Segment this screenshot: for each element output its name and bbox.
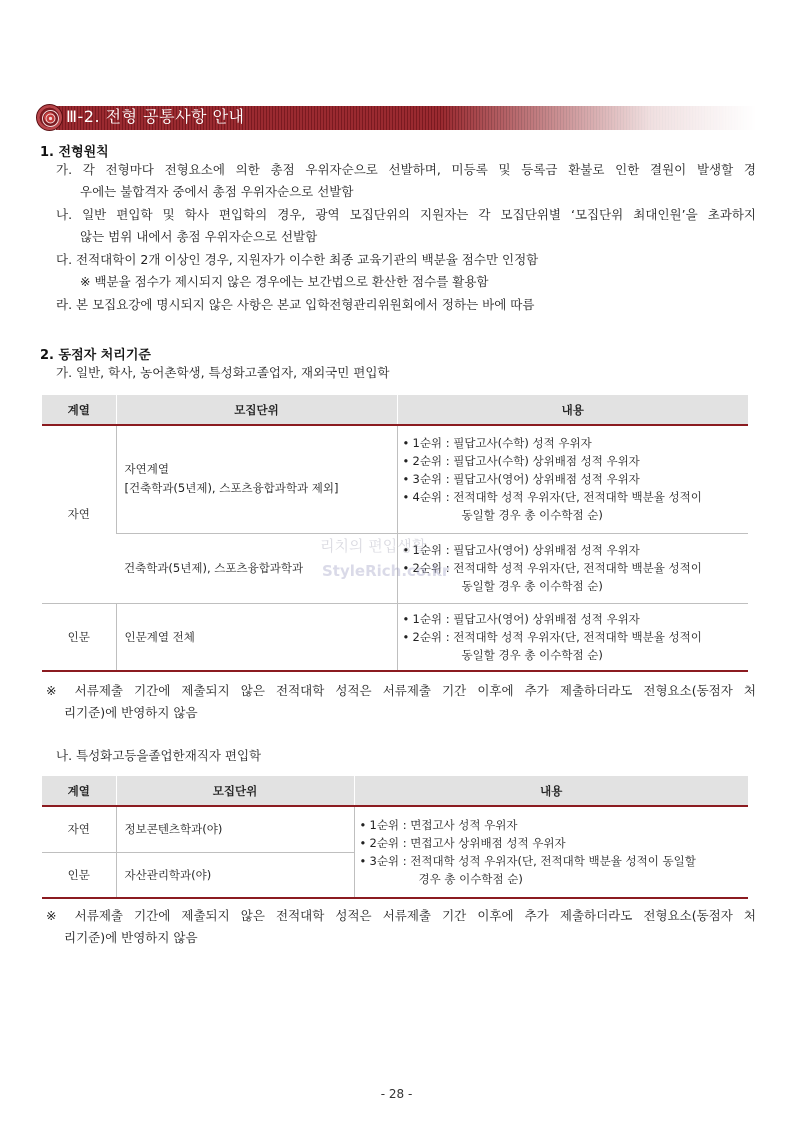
table-row: [42, 425, 748, 533]
unit-cell: [116, 425, 397, 533]
col-header-content: 내용: [354, 776, 748, 806]
list-item: • 1순위 : 필답고사(영어) 상위배점 성적 우위자: [400, 541, 749, 559]
unit-cell: 인문계열 전체: [116, 603, 397, 671]
rule-b-line1: 나. 일반 편입학 및 학사 편입학의 경우, 광역 모집단위의 지원자는 각 모집단위별 ‘모집단위 최대인원’을 초과하지: [56, 207, 756, 222]
section-banner: [36, 104, 756, 130]
list-item: • 1순위 : 필답고사(수학) 성적 우위자: [400, 434, 749, 452]
rule-d-line: 라. 본 모집요강에 명시되지 않은 사항은 본교 입학전형관리위원회에서 정하는 바에 따름: [56, 297, 535, 312]
banner-title: Ⅲ-2. 전형 공통사항 안내: [66, 107, 245, 126]
list-item: • 2순위 : 전적대학 성적 우위자(단, 전적대학 백분율 성적이: [400, 628, 749, 646]
table-row: [42, 806, 748, 852]
unit-cell: 정보콘텐츠학과(야): [116, 806, 354, 852]
watermark-text: 리치의 편입생활: [320, 537, 427, 555]
list-item: • 3순위 : 필답고사(영어) 상위배점 성적 우위자: [400, 470, 749, 488]
list-item: • 4순위 : 전적대학 성적 우위자(단, 전적대학 백분율 성적이: [400, 488, 749, 506]
list-item-continued: 동일할 경우 총 이수학점 순): [461, 647, 603, 662]
col-header-group: 계열: [42, 776, 116, 806]
group-cell: 인문: [42, 852, 116, 898]
content-cell: [397, 425, 748, 533]
unit-note: [건축학과(5년제), 스포츠융합과학과 제외]: [124, 481, 339, 496]
sub-a-title: 가. 일반, 학사, 농어촌학생, 특성화고졸업자, 재외국민 편입학: [56, 365, 390, 380]
section2-heading: 2. 동점자 처리기준: [40, 348, 151, 363]
content-cell: [397, 533, 748, 603]
group-cell: 인문: [42, 603, 116, 671]
col-header-group: 계열: [42, 395, 116, 425]
note1-line1: ※ 서류제출 기간에 제출되지 않은 전적대학 성적은 서류제출 기간 이후에 추가 제출하더라도 전형요소(동점자 처: [46, 683, 756, 698]
list-item: • 3순위 : 전적대학 성적 우위자(단, 전적대학 백분율 성적이 동일할: [357, 852, 749, 870]
list-item-continued: 동일할 경우 총 이수학점 순): [461, 508, 603, 523]
unit-name: 자연계열: [124, 462, 169, 477]
col-header-content: 내용: [397, 395, 748, 425]
rule-b-line2: 않는 범위 내에서 총점 우위자순으로 선발함: [80, 229, 318, 244]
col-header-unit: 모집단위: [116, 776, 354, 806]
rule-a-line1: 가. 각 전형마다 전형요소에 의한 총점 우위자순으로 선발하며, 미등록 및 등록금 환불로 인한 결원이 발생할 경: [56, 162, 756, 177]
section1-heading: 1. 전형원칙: [40, 145, 109, 160]
tiebreak-table-general: [42, 395, 748, 672]
university-emblem-icon: [36, 104, 63, 131]
list-item: • 1순위 : 면접고사 성적 우위자: [357, 816, 749, 834]
note2-line2: 리기준)에 반영하지 않음: [64, 930, 198, 945]
unit-cell: 건축학과(5년제), 스포츠융합과학과: [116, 533, 397, 603]
note1-line2: 리기준)에 반영하지 않음: [64, 705, 198, 720]
table-row: [42, 603, 748, 671]
col-header-unit: 모집단위: [116, 395, 397, 425]
list-item: • 2순위 : 면접고사 상위배점 성적 우위자: [357, 834, 749, 852]
list-item: • 2순위 : 전적대학 성적 우위자(단, 전적대학 백분율 성적이: [400, 559, 749, 577]
list-item: • 2순위 : 필답고사(수학) 상위배점 성적 우위자: [400, 452, 749, 470]
rule-c-note: ※ 백분율 점수가 제시되지 않은 경우에는 보간법으로 환산한 점수를 활용함: [80, 274, 489, 289]
group-cell: 자연: [67, 822, 90, 837]
content-cell: [354, 806, 748, 898]
content-cell: [397, 603, 748, 671]
sub-b-title: 나. 특성화고등을졸업한재직자 편입학: [56, 748, 262, 763]
watermark-url: StyleRich.co.kr: [322, 562, 450, 580]
rule-a-line2: 우에는 불합격자 중에서 총점 우위자순으로 선발함: [80, 184, 354, 199]
unit-cell: 자산관리학과(야): [116, 852, 354, 898]
list-item-continued: 동일할 경우 총 이수학점 순): [461, 579, 603, 593]
group-cell: 자연: [67, 507, 90, 522]
list-item: • 1순위 : 필답고사(영어) 상위배점 성적 우위자: [400, 610, 749, 628]
rule-c-line: 다. 전적대학이 2개 이상인 경우, 지원자가 이수한 최종 교육기관의 백분율 점수만 인정함: [56, 252, 539, 267]
list-item-continued: 경우 총 이수학점 순): [418, 872, 523, 886]
tiebreak-table-workers: [42, 776, 748, 899]
page-number: - 28 -: [380, 1087, 413, 1101]
note2-line1: ※ 서류제출 기간에 제출되지 않은 전적대학 성적은 서류제출 기간 이후에 추가 제출하더라도 전형요소(동점자 처: [46, 908, 756, 923]
